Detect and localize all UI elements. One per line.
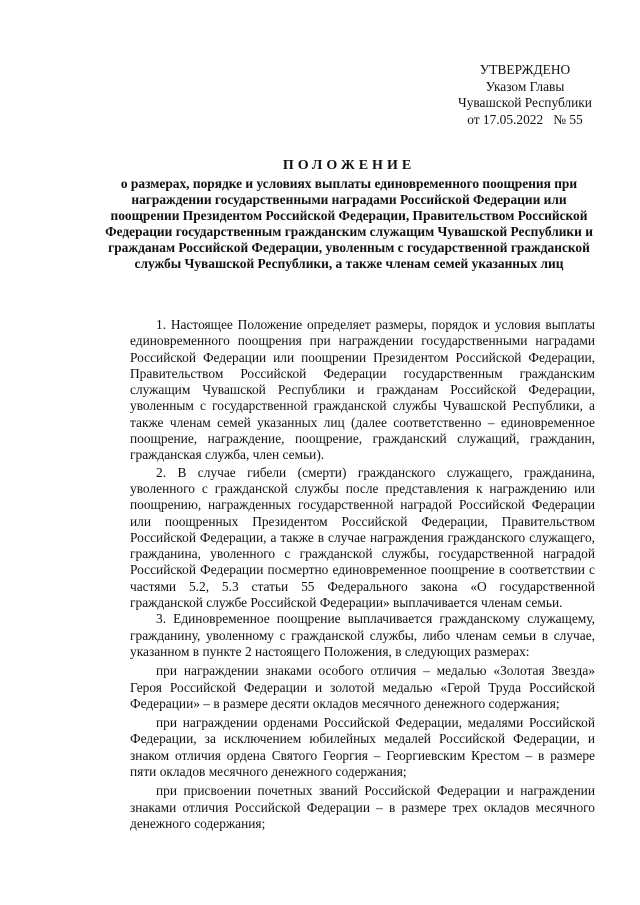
document-heading <box>104 157 594 271</box>
paragraph-2: 2. В случае гибели (смерти) гражданского служащего, гражданина, уволенного с гражданской службы после представления к награждению или поощрению, награжденных государственной наградой Российской Федерации или поощренных Президентом Российской Федерации, Правительством Российской Федерации, а также в случае награждения гражданского служащего, гражданина, уволенного с гражданской службы, государственной наградой Российской Федерации посмертно единовременное поощрение в соответствии с частями 5.2, 5.3 статьи 55 Федерального закона «О государственной гражданской службе Российской Федерации» выплачивается членам семьи. <box>130 464 595 611</box>
approval-line-approved: УТВЕРЖДЕНО <box>479 62 571 77</box>
approval-stamp <box>440 62 610 128</box>
approval-line-decree: Указом Главы <box>485 78 565 94</box>
paragraph-1: 1. Настоящее Положение определяет размеры, порядок и условия выплаты единовременного поощрения при награждении государственными наградами Российской Федерации или поощрении Президентом Российской Федерации, Правительством Российской Федерации государственным гражданским служащим Чувашской Республики и гражданам Российской Федерации, уволенным с государственной гражданской службы Чувашской Республики, а также членам семей указанных лиц (далее соответственно – единовременное поощрение, награждение, поощрение, гражданский служащий, гражданин, гражданская служба, член семьи). <box>130 317 595 463</box>
approval-line-republic: Чувашской Республики <box>458 95 592 110</box>
paragraph-3-item-1: при награждении знаками особого отличия – медалью «Золотая Звезда» Героя Российской Федерации и золотой медалью «Герой Труда Российской Федерации» – в размере десяти окладов месячного денежного содержания; <box>130 663 595 711</box>
paragraph-3: 3. Единовременное поощрение выплачивается гражданскому служащему, гражданину, уволенному с гражданской службы, либо членам семьи в случае, указанном в пункте 2 настоящего Положения, в следующих размерах: <box>130 611 595 659</box>
paragraph-3-item-2: при награждении орденами Российской Федерации, медалями Российской Федерации, за исключением юбилейных медалей Российской Федерации, и знаком отличия ордена Святого Георгия – Георгиевским Крестом – в размере пяти окладов месячного денежного содержания; <box>130 715 595 780</box>
document-body <box>130 317 595 832</box>
document-subtitle: о размерах, порядке и условиях выплаты единовременного поощрения при награждении государственными наградами Российской Федерации или поощрении Президентом Российской Федерации, Правительством Российской Федерации государственным гражданским служащим Чувашской Республики и гражданам Российской Федерации, уволенным с государственной гражданской службы Чувашской Республики, а также членам семей указанных лиц <box>105 176 593 271</box>
document-title: ПОЛОЖЕНИЕ <box>282 158 416 173</box>
paragraph-3-item-3: при присвоении почетных званий Российской Федерации и награждении знаками отличия Российской Федерации – в размере трех окладов месячного денежного содержания; <box>130 783 595 831</box>
approval-line-date-number: от 17.05.2022 № 55 <box>467 111 583 127</box>
